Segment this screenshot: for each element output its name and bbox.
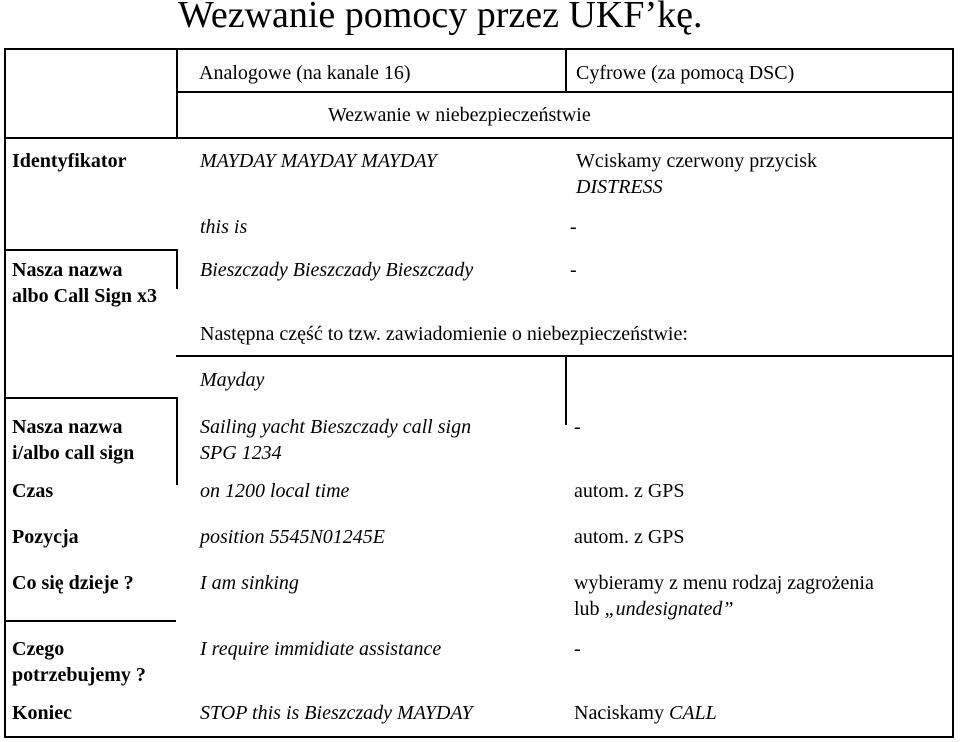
analog-callsign-line2: SPG 1234 <box>200 442 282 464</box>
analog-czas: on 1200 local time <box>200 480 350 502</box>
digital-koniec-call: CALL <box>668 702 717 724</box>
label-identyfikator: Identyfikator <box>12 150 127 172</box>
analog-nazwa: Bieszczady Bieszczady Bieszczady <box>200 259 474 281</box>
analog-co-sie-dzieje: I am sinking <box>200 572 299 594</box>
divider <box>176 249 178 289</box>
label-callsign-line1: Nasza nazwa <box>12 416 123 438</box>
section-title: Wezwanie w niebezpieczeństwie <box>328 104 591 126</box>
header-analog: Analogowe (na kanale 16) <box>199 62 411 84</box>
digital-koniec <box>574 700 717 726</box>
digital-co-sie-dzieje-line2 <box>574 596 733 622</box>
analog-koniec: STOP this is Bieszczady MAYDAY <box>200 702 473 724</box>
digital-identyfikator-line2: DISTRESS <box>576 176 663 198</box>
analog-czego: I require immidiate assistance <box>200 638 442 660</box>
label-czego-line1: Czego <box>12 638 65 660</box>
divider <box>6 249 176 251</box>
label-nazwa-line2: albo Call Sign x3 <box>12 285 158 307</box>
digital-co-sie-dzieje-prefix: lub <box>574 598 605 620</box>
digital-co-sie-dzieje-undesignated: „undesignated” <box>604 598 734 620</box>
label-koniec: Koniec <box>12 702 72 724</box>
analog-pozycja: position 5545N01245E <box>200 526 386 548</box>
digital-this-is: - <box>570 216 577 238</box>
label-czego-line2: potrzebujemy ? <box>12 664 146 686</box>
divider <box>6 137 952 139</box>
label-czas: Czas <box>12 480 54 502</box>
digital-czas: autom. z GPS <box>574 480 685 502</box>
divider <box>6 620 176 622</box>
page-title: Wezwanie pomocy przez UKF’kę. <box>178 0 703 36</box>
divider <box>176 91 952 93</box>
digital-co-sie-dzieje-line1: wybieramy z menu rodzaj zagrożenia <box>574 572 874 594</box>
header-digital: Cyfrowe (za pomocą DSC) <box>576 62 795 84</box>
digital-pozycja: autom. z GPS <box>574 526 685 548</box>
divider <box>176 397 178 485</box>
digital-identyfikator-line1: Wciskamy czerwony przycisk <box>576 150 818 172</box>
label-callsign-line2: i/albo call sign <box>12 442 135 464</box>
analog-callsign-line1: Sailing yacht Bieszczady call sign <box>200 416 472 438</box>
label-nazwa-line1: Nasza nazwa <box>12 259 123 281</box>
analog-this-is: this is <box>200 216 248 238</box>
digital-koniec-prefix: Naciskamy <box>574 702 669 724</box>
intro-text: Następna część to tzw. zawiadomienie o niebezpieczeństwie: <box>200 323 688 345</box>
digital-nazwa: - <box>570 259 577 281</box>
analog-mayday: Mayday <box>200 369 265 391</box>
divider <box>176 50 178 138</box>
digital-callsign: - <box>574 416 581 438</box>
divider <box>565 355 567 425</box>
divider <box>565 50 567 92</box>
divider <box>6 397 176 399</box>
analog-identyfikator: MAYDAY MAYDAY MAYDAY <box>200 150 437 172</box>
label-co-sie-dzieje: Co się dzieje ? <box>12 572 134 594</box>
label-pozycja: Pozycja <box>12 526 79 548</box>
divider <box>176 355 952 357</box>
digital-czego: - <box>574 638 581 660</box>
